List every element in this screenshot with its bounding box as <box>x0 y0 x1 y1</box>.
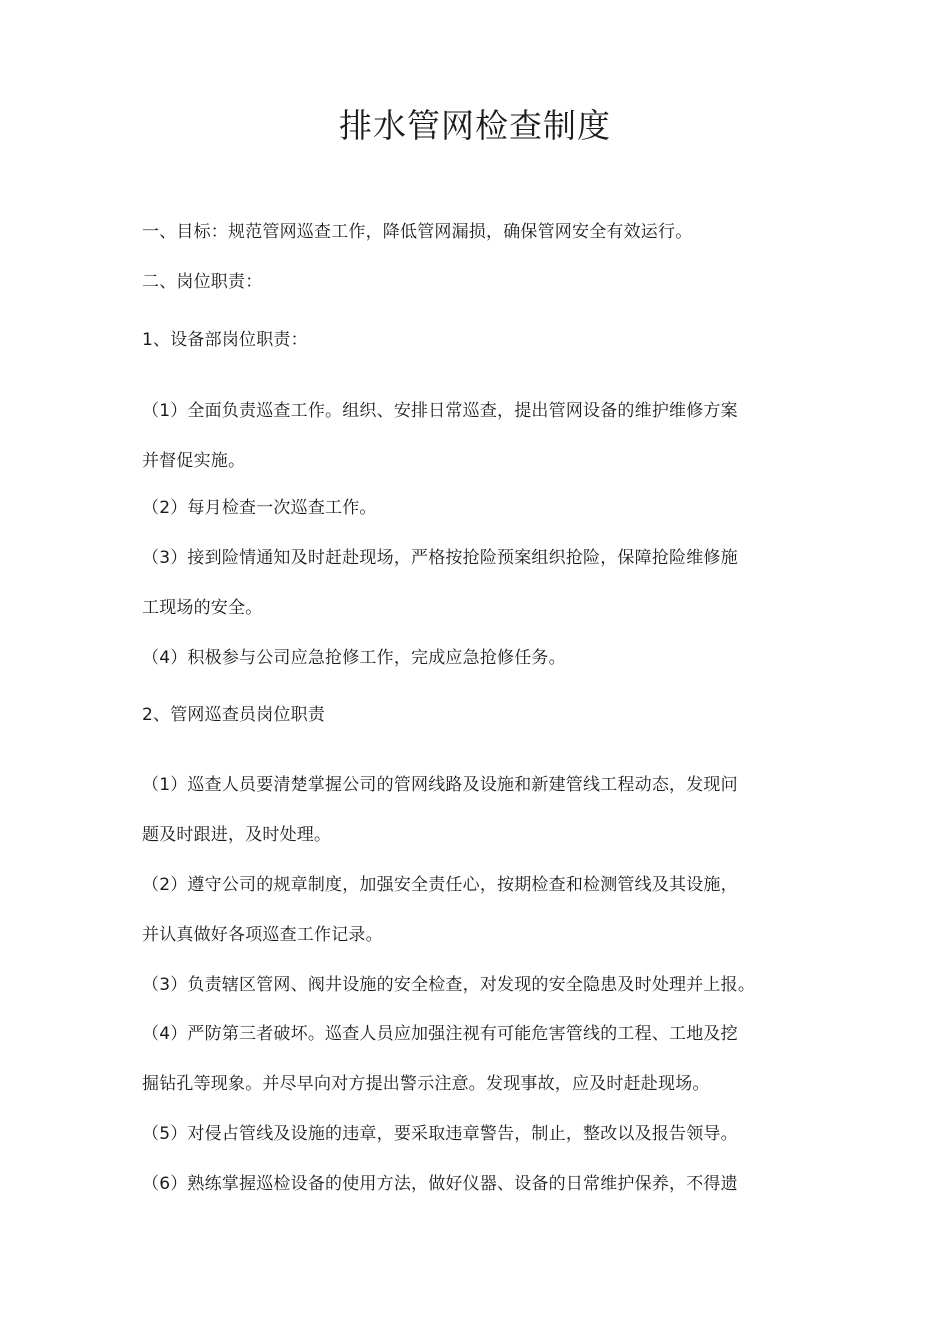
paragraph-line: 并认真做好各项巡查工作记录。 <box>142 925 383 945</box>
paragraph-line: （4）严防第三者破坏。巡查人员应加强注视有可能危害管线的工程、工地及挖 <box>142 1024 738 1044</box>
paragraph-line: 并督促实施。 <box>142 451 246 471</box>
document-title: 排水管网检查制度 <box>339 106 611 145</box>
paragraph-line: 题及时跟进，及时处理。 <box>142 825 332 845</box>
subsection-heading-equipment-dept: 1、设备部岗位职责： <box>142 330 308 350</box>
paragraph-line: （6）熟练掌握巡检设备的使用方法，做好仪器、设备的日常维护保养，不得遗 <box>142 1174 738 1194</box>
paragraph-line: （3）负责辖区管网、阀井设施的安全检查，对发现的安全隐患及时处理并上报。 <box>142 975 756 995</box>
section-heading-duties: 二、岗位职责： <box>142 272 263 292</box>
paragraph-goal: 一、目标：规范管网巡查工作，降低管网漏损，确保管网安全有效运行。 <box>142 222 693 242</box>
paragraph-line: 工现场的安全。 <box>142 598 263 618</box>
paragraph-line: （1）巡查人员要清楚掌握公司的管网线路及设施和新建管线工程动态，发现问 <box>142 775 738 795</box>
paragraph-line: （3）接到险情通知及时赶赴现场，严格按抢险预案组织抢险，保障抢险维修施 <box>142 548 738 568</box>
paragraph-line: （4）积极参与公司应急抢修工作，完成应急抢修任务。 <box>142 648 566 668</box>
paragraph-line: （2）每月检查一次巡查工作。 <box>142 498 377 518</box>
paragraph-line: 掘钻孔等现象。并尽早向对方提出警示注意。发现事故，应及时赶赴现场。 <box>142 1074 710 1094</box>
paragraph-line: （2）遵守公司的规章制度，加强安全责任心，按期检查和检测管线及其设施， <box>142 875 738 895</box>
paragraph-line: （5）对侵占管线及设施的违章，要采取违章警告，制止，整改以及报告领导。 <box>142 1124 738 1144</box>
subsection-heading-inspector: 2、管网巡查员岗位职责 <box>142 705 326 725</box>
paragraph-line: （1）全面负责巡查工作。组织、安排日常巡查，提出管网设备的维护维修方案 <box>142 401 738 421</box>
